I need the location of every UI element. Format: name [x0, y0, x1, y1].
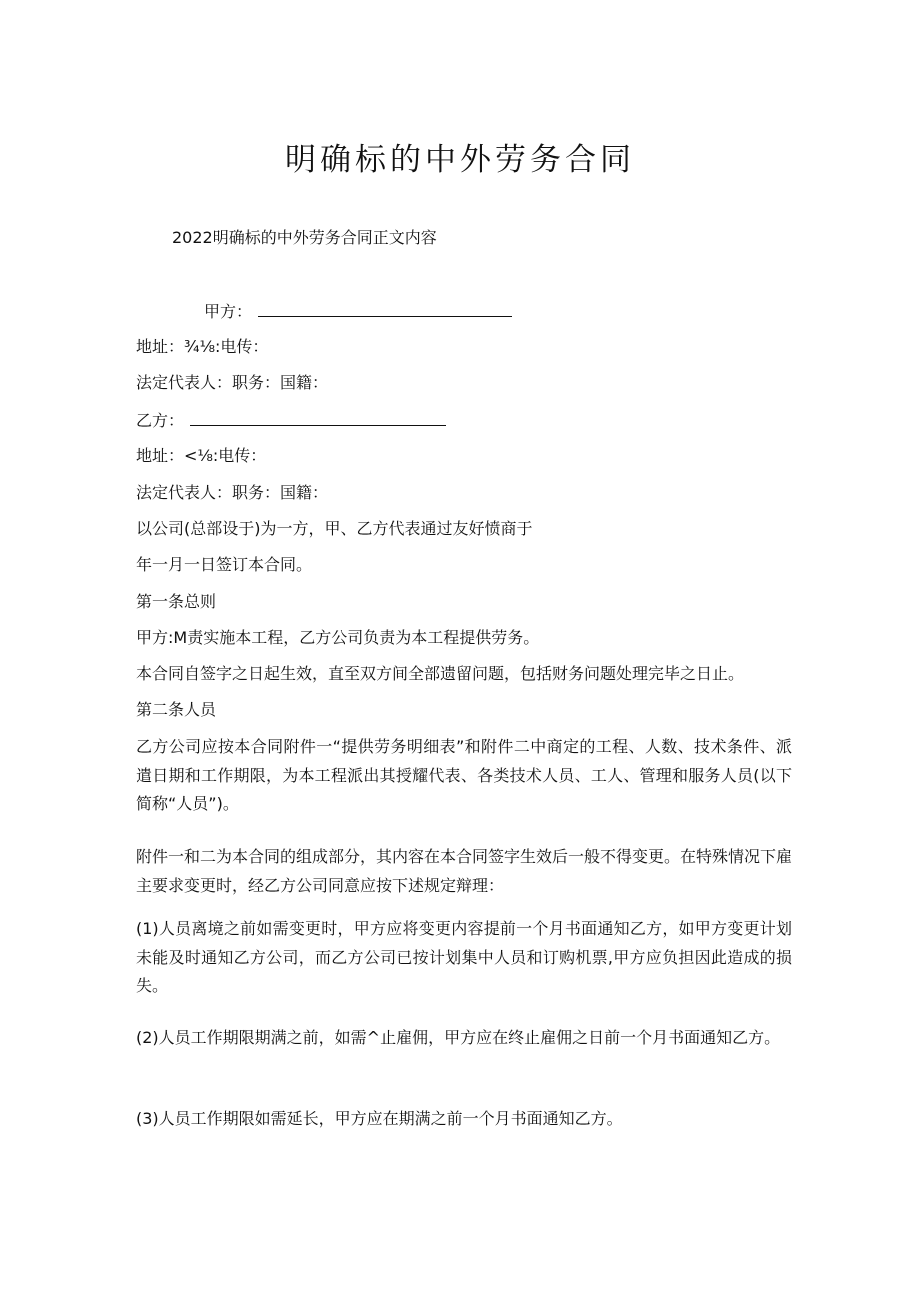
article-1-paragraph-1: 甲方:M责实施本工程，乙方公司负责为本工程提供劳务。 — [136, 628, 540, 647]
party-a-label: 甲方： — [204, 302, 253, 321]
article-2-paragraph-2: 附件一和二为本合同的组成部分，其内容在本合同签字生效后一般不得变更。在特殊情况下雇主要求变更时，经乙方公司同意应按下述规定辩理： — [136, 847, 793, 895]
party-b-address: 地址：<⅛:电传： — [136, 446, 267, 465]
article-1-heading: 第一条总则 — [136, 592, 217, 611]
clause-1: (1)人员离境之前如需变更时，甲方应将变更内容提前一个月书面通知乙方，如甲方变更计划未能及时通知乙方公司，而乙方公司已按计划集中人员和订购机票,甲方应负担因此造成的损失。 — [136, 919, 792, 995]
party-a-representative: 法定代表人：职务：国籍： — [136, 373, 329, 392]
article-2-heading: 第二条人员 — [136, 700, 217, 719]
intro-line-2: 年一月一日签订本合同。 — [136, 555, 313, 574]
party-b-representative: 法定代表人：职务：国籍： — [136, 483, 329, 502]
document-subtitle: 2022明确标的中外劳务合同正文内容 — [172, 228, 437, 247]
party-b-line — [136, 409, 446, 432]
party-a-line — [204, 300, 512, 323]
intro-line-1: 以公司(总部设于)为一方，甲、乙方代表通过友好愤商于 — [136, 519, 533, 538]
clause-2: (2)人员工作期限期满之前，如需^止雇佣，甲方应在终止雇佣之日前一个月书面通知乙方。 — [136, 1028, 781, 1047]
article-2-paragraph-1: 乙方公司应按本合同附件一“提供劳务明细表”和附件二中商定的工程、人数、技术条件、派遣日期和工作期限，为本工程派出其授耀代表、各类技术人员、工人、管理和服务人员(以下简称“人员”)。 — [136, 737, 792, 813]
article-1-paragraph-2: 本合同自签字之日起生效，直至双方间全部遗留问题，包括财务问题处理完毕之日止。 — [136, 664, 745, 683]
party-a-blank — [258, 300, 512, 317]
party-b-label: 乙方： — [136, 411, 185, 430]
party-b-blank — [190, 409, 446, 426]
document-title: 明确标的中外劳务合同 — [285, 142, 635, 178]
clause-3: (3)人员工作期限如需延长，甲方应在期满之前一个月书面通知乙方。 — [136, 1109, 623, 1128]
party-a-address: 地址：¾⅛:电传： — [136, 337, 269, 356]
